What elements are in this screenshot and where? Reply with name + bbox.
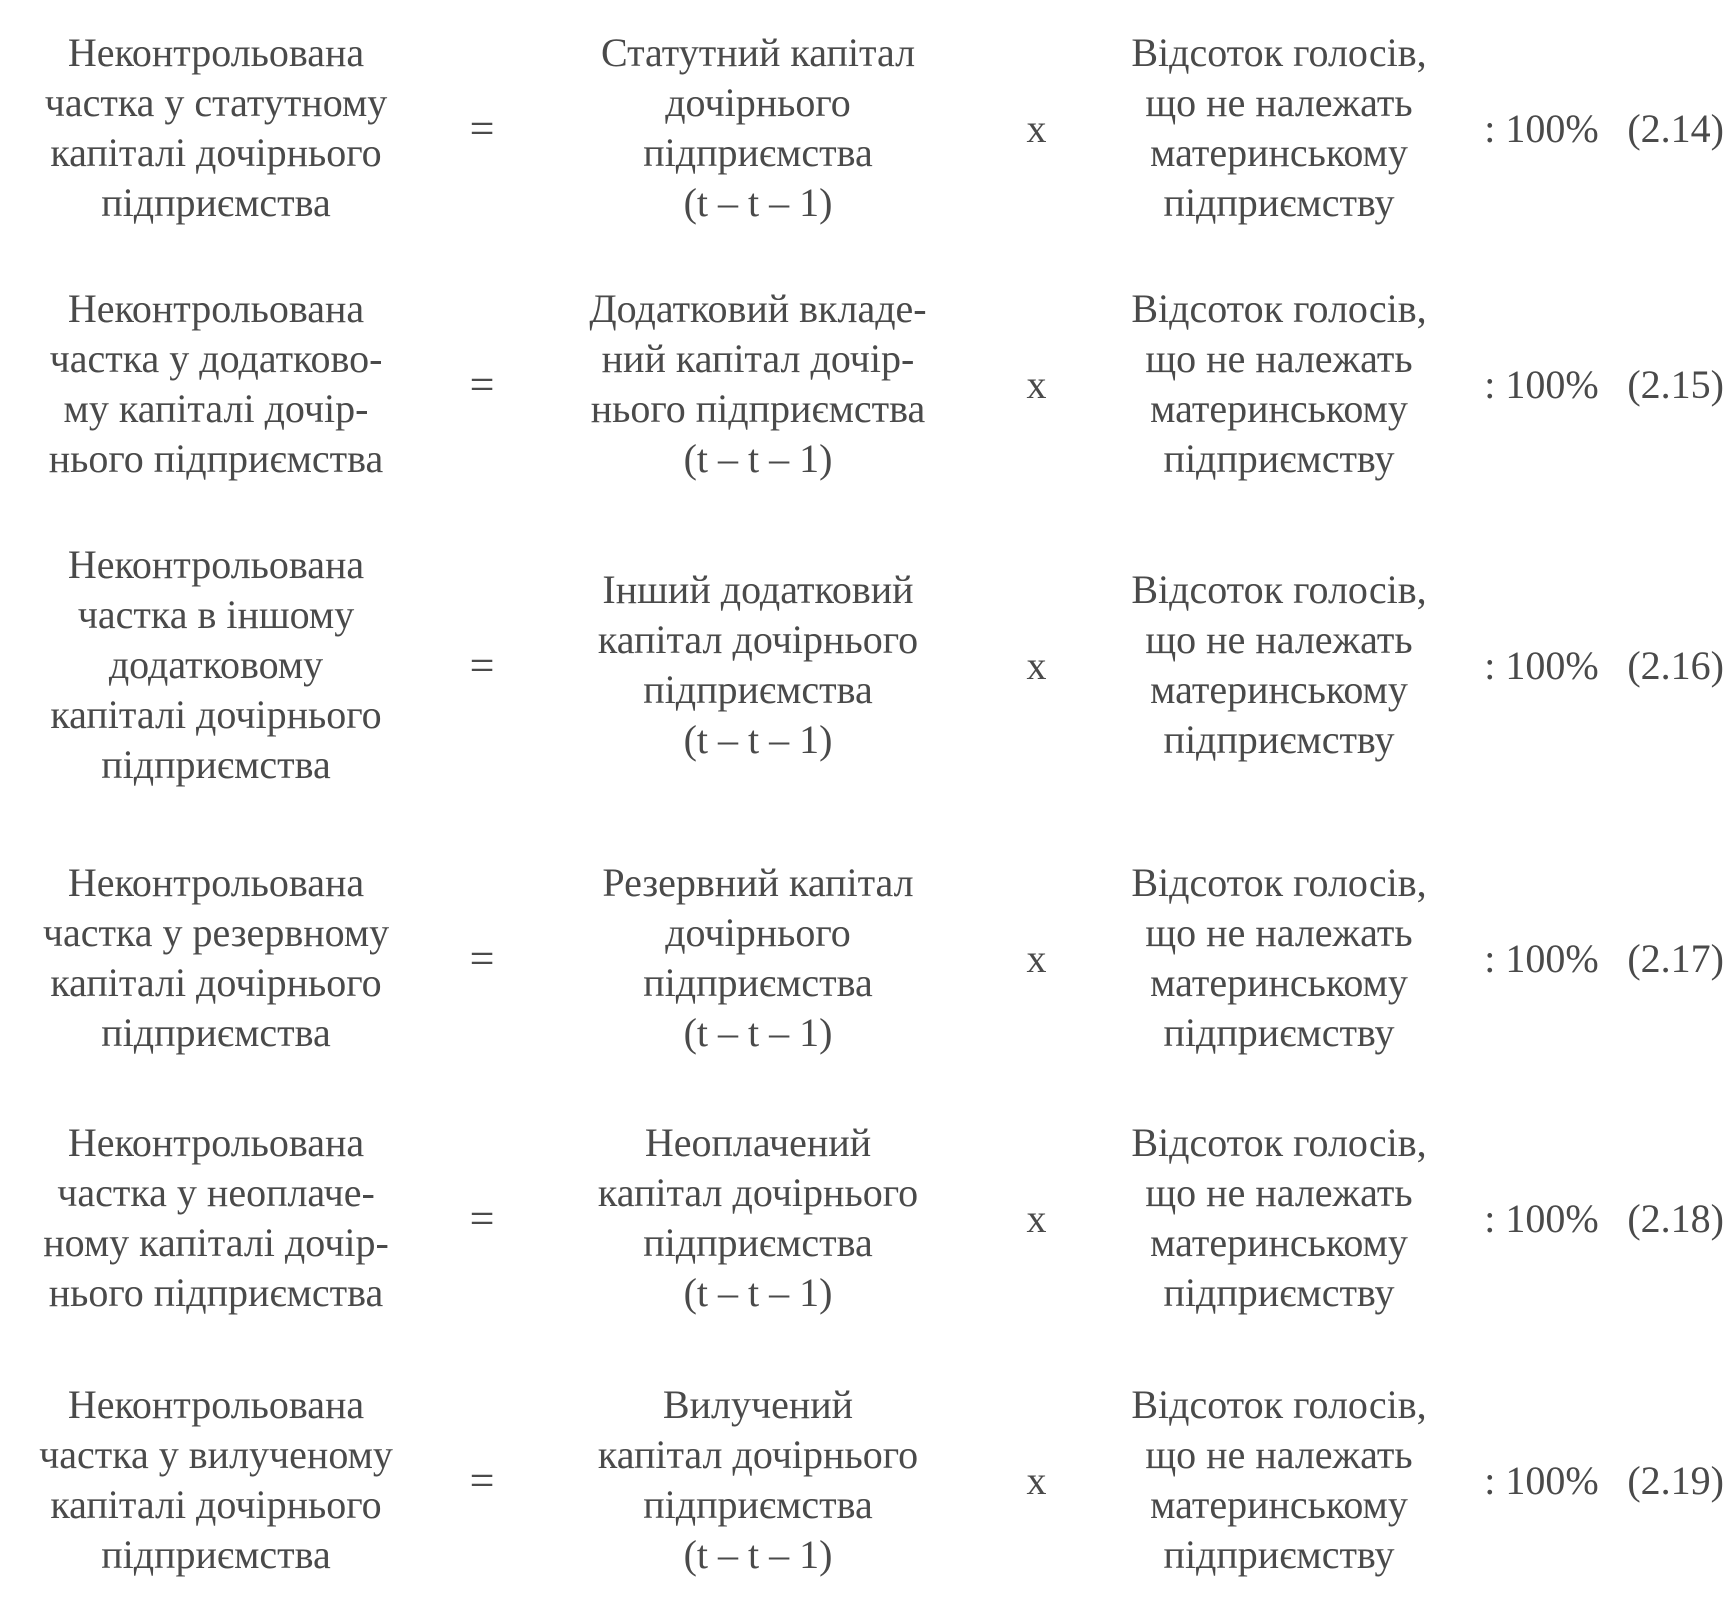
multiply-sign: х xyxy=(1026,105,1047,151)
middle-term: Неоплачений капітал дочірнього підприємства (t – t – 1) xyxy=(597,1120,919,1315)
equals-sign: = xyxy=(469,359,495,409)
equals-sign: = xyxy=(469,103,495,153)
divisor: : 100% xyxy=(1484,1457,1599,1503)
right-term: Відсоток голосів, що не належать материнському підприємству xyxy=(1131,1120,1427,1315)
middle-term: Інший додатковий капітал дочірнього підприємства (t – t – 1) xyxy=(597,567,919,762)
middle-term: Вилучений капітал дочірнього підприємства (t – t – 1) xyxy=(597,1382,919,1577)
left-term: Неконтрольована частка в іншому додатковому капіталі дочірнього підприємства xyxy=(50,542,382,787)
formula-2-17 xyxy=(0,858,1726,1058)
formula-number: (2.14) xyxy=(1627,105,1724,151)
right-term: Відсоток голосів, що не належать материнському підприємству xyxy=(1131,860,1427,1055)
left-term: Неконтрольована частка у вилученому капіталі дочірнього підприємства xyxy=(39,1382,393,1577)
right-term: Відсоток голосів, що не належать материнському підприємству xyxy=(1131,30,1427,225)
divisor: : 100% xyxy=(1484,642,1599,688)
formula-2-18 xyxy=(0,1118,1726,1318)
formula-number: (2.15) xyxy=(1627,361,1724,407)
left-term: Неконтрольована частка у неоплаче- ному капіталі дочір- нього підприємства xyxy=(43,1120,389,1315)
formula-2-14 xyxy=(0,28,1726,228)
middle-term: Резервний капітал дочірнього підприємства (t – t – 1) xyxy=(602,860,914,1055)
formula-number: (2.17) xyxy=(1627,935,1724,981)
divisor: : 100% xyxy=(1484,361,1599,407)
formula-number: (2.18) xyxy=(1627,1195,1724,1241)
multiply-sign: х xyxy=(1026,642,1047,688)
divisor: : 100% xyxy=(1484,1195,1599,1241)
left-term: Неконтрольована частка у додатково- му капіталі дочір- нього підприємства xyxy=(48,286,384,481)
right-term: Відсоток голосів, що не належать материнському підприємству xyxy=(1131,286,1427,481)
formula-2-16 xyxy=(0,540,1726,790)
multiply-sign: х xyxy=(1026,1195,1047,1241)
multiply-sign: х xyxy=(1026,1457,1047,1503)
formula-2-19 xyxy=(0,1380,1726,1580)
right-term: Відсоток голосів, що не належать материнському підприємству xyxy=(1131,1382,1427,1577)
middle-term: Статутний капітал дочірнього підприємства (t – t – 1) xyxy=(600,30,916,225)
divisor: : 100% xyxy=(1484,105,1599,151)
formula-number: (2.19) xyxy=(1627,1457,1724,1503)
equals-sign: = xyxy=(469,1455,495,1505)
middle-term: Додатковий вкладе- ний капітал дочір- нього підприємства (t – t – 1) xyxy=(589,286,927,481)
equals-sign: = xyxy=(469,640,495,690)
formula-2-15 xyxy=(0,284,1726,484)
formula-number: (2.16) xyxy=(1627,642,1724,688)
left-term: Неконтрольована частка у резервному капіталі дочірнього підприємства xyxy=(42,860,390,1055)
multiply-sign: х xyxy=(1026,361,1047,407)
equals-sign: = xyxy=(469,1193,495,1243)
left-term: Неконтрольована частка у статутному капіталі дочірнього підприємства xyxy=(44,30,388,225)
multiply-sign: х xyxy=(1026,935,1047,981)
divisor: : 100% xyxy=(1484,935,1599,981)
right-term: Відсоток голосів, що не належать материнському підприємству xyxy=(1131,567,1427,762)
equals-sign: = xyxy=(469,933,495,983)
